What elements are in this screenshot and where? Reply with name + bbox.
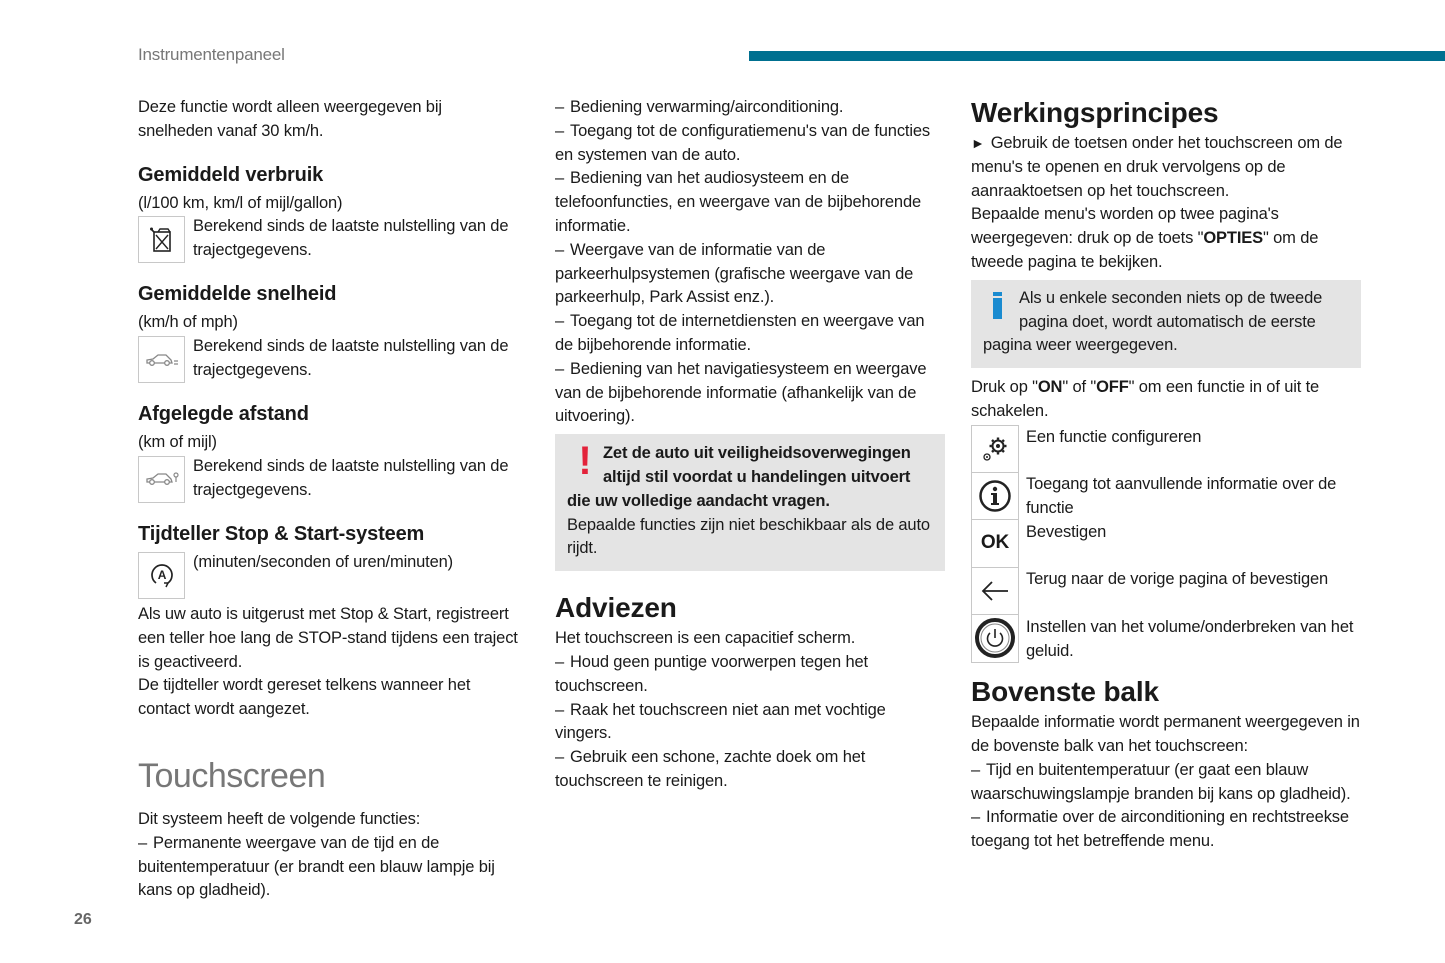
- description-text: (minuten/seconden of uren/minuten): [193, 552, 453, 571]
- stop-start-paragraph-2: De tijdteller wordt gereset telkens wanneer het contact wordt aangezet.: [138, 676, 471, 719]
- icon-description-row: [138, 551, 523, 599]
- advice-heading: Adviezen: [555, 592, 677, 624]
- key-row-back: [971, 568, 1361, 616]
- function-list-item: – Bediening van het navigatiesysteem en weergave van de bijbehorende informatie (afhankelijk van de uitvoering).: [555, 359, 927, 426]
- section-heading-average-speed: Gemiddelde snelheid: [138, 283, 337, 306]
- touchscreen-intro: Dit systeem heeft de volgende functies:: [138, 809, 421, 828]
- description-text: Berekend sinds de laatste nulstelling van de trajectgegevens.: [193, 337, 509, 379]
- intro-line-1: Deze functie wordt alleen weergegeven bij: [138, 98, 442, 116]
- description-text: Berekend sinds de laatste nulstelling van de trajectgegevens.: [193, 217, 509, 260]
- function-list-item: – Bediening van het audiosysteem en de telefoonfuncties, en weergave van de bijbehorende informatie.: [555, 169, 922, 235]
- description-text: Berekend sinds de laatste nulstelling van de trajectgegevens.: [193, 456, 509, 499]
- touchscreen-heading: Touchscreen: [138, 756, 326, 795]
- top-bar-intro: Bepaalde informatie wordt permanent weergegeven in de bovenste balk van het touchscreen:: [971, 713, 1360, 756]
- page-number: 26: [74, 911, 92, 928]
- info-text: Als u enkele seconden niets op de tweede pagina doet, wordt automatisch de eerste pagina weer weergegeven.: [983, 288, 1323, 355]
- step-triangle-icon: ►: [971, 135, 985, 151]
- power-icon: [971, 615, 1019, 663]
- top-bar-list-item: – Informatie over de airconditioning en rechtstreekse toegang tot het betreffende menu.: [971, 808, 1349, 851]
- step-instruction: ► Gebruik de toetsen onder het touchscreen om de menu's te openen en druk vervolgens op de aanraaktoetsen op het touchscreen.: [971, 134, 1343, 200]
- section-heading-average-consumption: Gemiddeld verbruik: [138, 163, 324, 186]
- touchscreen-list-item: – Permanente weergave van de tijd en de buitentemperatuur (er brandt een blauw lampje bij kans op gladheid).: [138, 833, 495, 900]
- warning-bold-text: Zet de auto uit veiligheidsoverwegingen altijd stil voordat u handelingen uitvoert die uw volledige aandacht vragen.: [567, 444, 911, 510]
- column-1: [138, 96, 523, 903]
- key-label: Terug naar de vorige pagina of bevestigen: [1026, 570, 1329, 589]
- on-off-text: Druk op "ON" of "OFF" om een functie in of uit te schakelen.: [971, 378, 1320, 420]
- advice-intro: Het touchscreen is een capacitief scherm.: [555, 629, 856, 648]
- key-label: Bevestigen: [1026, 522, 1107, 541]
- car-distance-icon: [138, 456, 185, 503]
- top-bar-list-item: – Tijd en buitentemperatuur (er gaat een blauw waarschuwingslampje branden bij kans op gladheid).: [971, 760, 1351, 803]
- function-list-item: – Toegang tot de configuratiemenu's van de functies en systemen van de auto.: [555, 121, 930, 164]
- icon-description-row: [138, 335, 523, 383]
- key-label: Toegang tot aanvullende informatie over de functie: [1026, 475, 1337, 518]
- advice-list-item: – Houd geen puntige voorwerpen tegen het touchscreen.: [555, 652, 868, 695]
- key-row-info: [971, 473, 1361, 521]
- key-legend-table: [971, 426, 1361, 664]
- key-row-configure: [971, 426, 1361, 474]
- ok-icon: OK: [971, 520, 1019, 568]
- key-row-power: [971, 616, 1361, 664]
- top-bar-heading: Bovenste balk: [971, 676, 1159, 708]
- header-accent-bar: [749, 51, 1445, 61]
- operating-principles-heading: Werkingsprincipes: [971, 97, 1219, 128]
- warning-exclamation-icon: !: [578, 439, 592, 484]
- pages-text: Bepaalde menu's worden op twee pagina's weergegeven: druk op de toets "OPTIES" om de tweede pagina te bekijken.: [971, 205, 1319, 271]
- info-box: [971, 280, 1361, 368]
- icon-description-row: [138, 455, 523, 503]
- column-2: [555, 96, 945, 794]
- warning-normal-text: Bepaalde functies zijn niet beschikbaar als de auto rijdt.: [567, 515, 930, 558]
- back-arrow-icon: [971, 567, 1019, 615]
- column-3: [971, 96, 1361, 854]
- function-list-item: – Toegang tot de internetdiensten en weergave van de bijbehorende informatie.: [555, 312, 925, 354]
- info-circle-icon: [971, 472, 1019, 520]
- units-text: (km/h of mph): [138, 313, 238, 332]
- svg-text:A: A: [157, 568, 166, 583]
- running-header: Instrumentenpaneel: [138, 45, 285, 64]
- stop-start-paragraph-1: Als uw auto is uitgerust met Stop & Start, registreert een teller hoe lang de STOP-stand tijdens een traject is geactiveerd.: [138, 604, 518, 671]
- warning-box: [555, 434, 945, 571]
- icon-description-row: [138, 215, 523, 263]
- fuel-can-icon: [138, 216, 185, 263]
- units-text: (km of mijl): [138, 433, 217, 452]
- car-speed-icon: [138, 336, 185, 383]
- stop-start-icon: [138, 552, 185, 599]
- units-text: (l/100 km, km/l of mijl/gallon): [138, 193, 343, 212]
- info-i-icon: [983, 287, 1019, 331]
- key-label: Instellen van het volume/onderbreken van het geluid.: [1026, 617, 1354, 660]
- gears-icon: [971, 425, 1019, 473]
- advice-list-item: – Raak het touchscreen niet aan met vochtige vingers.: [555, 700, 886, 743]
- section-heading-distance: Afgelegde afstand: [138, 403, 309, 426]
- key-row-ok: [971, 521, 1361, 569]
- dash-bullet: –: [138, 833, 148, 852]
- key-label: Een functie configureren: [1026, 427, 1202, 446]
- function-list-item: – Weergave van de informatie van de parkeerhulpsystemen (grafische weergave van de parkeerhulp, Park Assist enz.).: [555, 240, 914, 307]
- advice-list-item: – Gebruik een schone, zachte doek om het touchscreen te reinigen.: [555, 748, 866, 790]
- intro-line-2: snelheden vanaf 30 km/h.: [138, 121, 324, 140]
- section-heading-stop-start: Tijdteller Stop & Start-systeem: [138, 522, 425, 545]
- function-list-item: – Bediening verwarming/airconditioning.: [555, 98, 844, 116]
